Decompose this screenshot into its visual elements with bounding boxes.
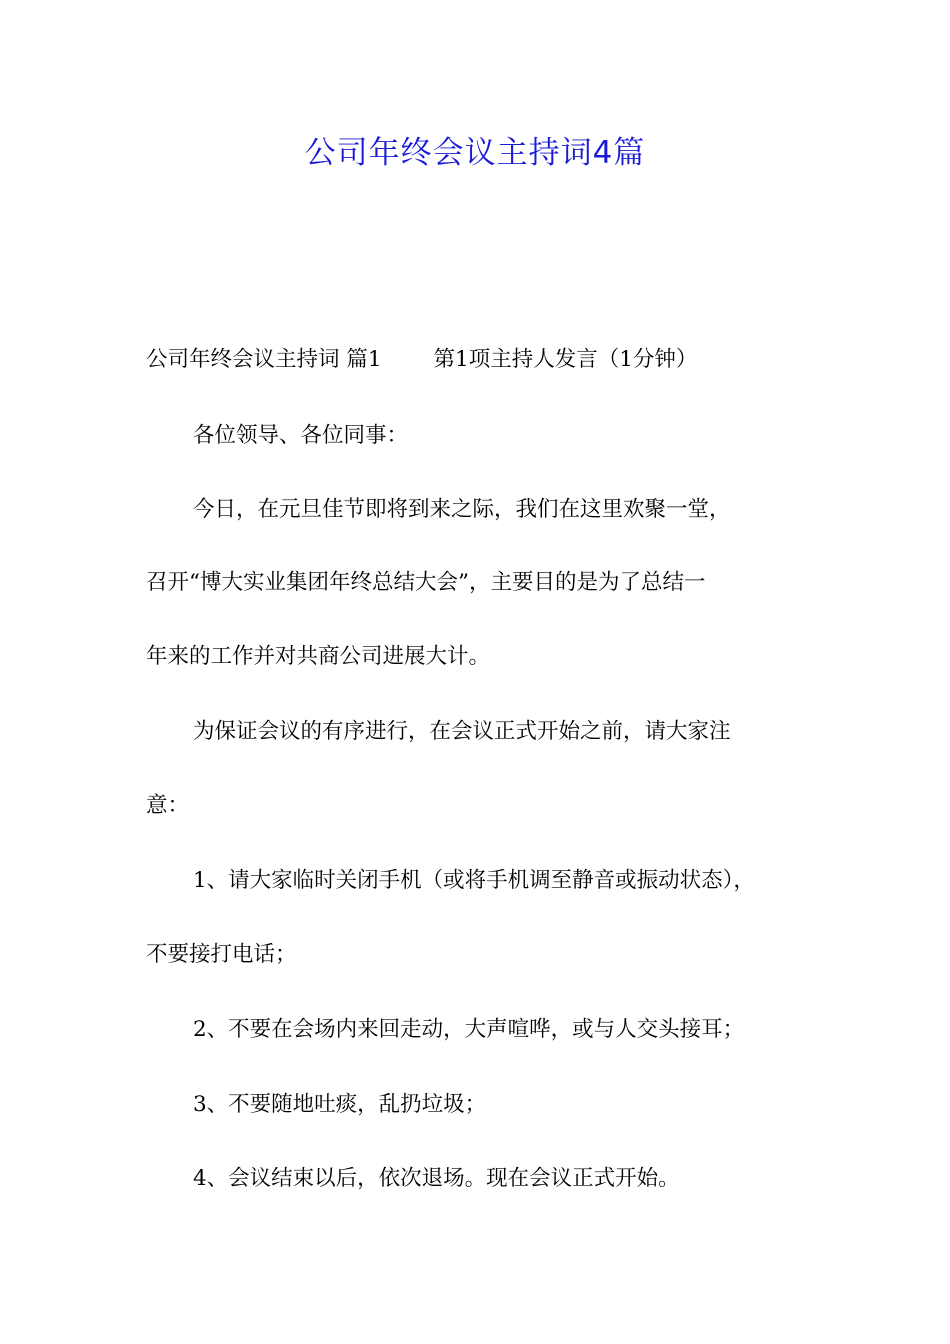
paragraph-line: 意： <box>146 793 190 818</box>
list-item: 1、请大家临时关闭手机（或将手机调至静音或振动状态）， <box>193 868 755 893</box>
paragraph-greeting: 各位领导、各位同事： <box>193 423 409 448</box>
document-title: 公司年终会议主持词4篇 <box>304 135 646 171</box>
list-item: 3、不要随地吐痰，乱扔垃圾； <box>193 1092 487 1117</box>
paragraph-line: 召开“博大实业集团年终总结大会”，主要目的是为了总结一 <box>146 570 706 595</box>
paragraph-line: 年来的工作并对共商公司进展大计。 <box>146 644 491 669</box>
list-item-continuation: 不要接打电话； <box>146 942 297 967</box>
paragraph-line: 为保证会议的有序进行，在会议正式开始之前，请大家注 <box>193 719 731 744</box>
section-heading <box>146 344 826 376</box>
list-item: 4、会议结束以后，依次退场。现在会议正式开始。 <box>193 1166 680 1191</box>
paragraph-line: 今日，在元旦佳节即将到来之际，我们在这里欢聚一堂， <box>193 497 731 522</box>
section-heading-label: 公司年终会议主持词 篇1 <box>146 347 382 372</box>
agenda-item-label: 第1项主持人发言（1分钟） <box>433 347 698 372</box>
list-item: 2、不要在会场内来回走动，大声喧哗，或与人交头接耳； <box>193 1017 745 1042</box>
